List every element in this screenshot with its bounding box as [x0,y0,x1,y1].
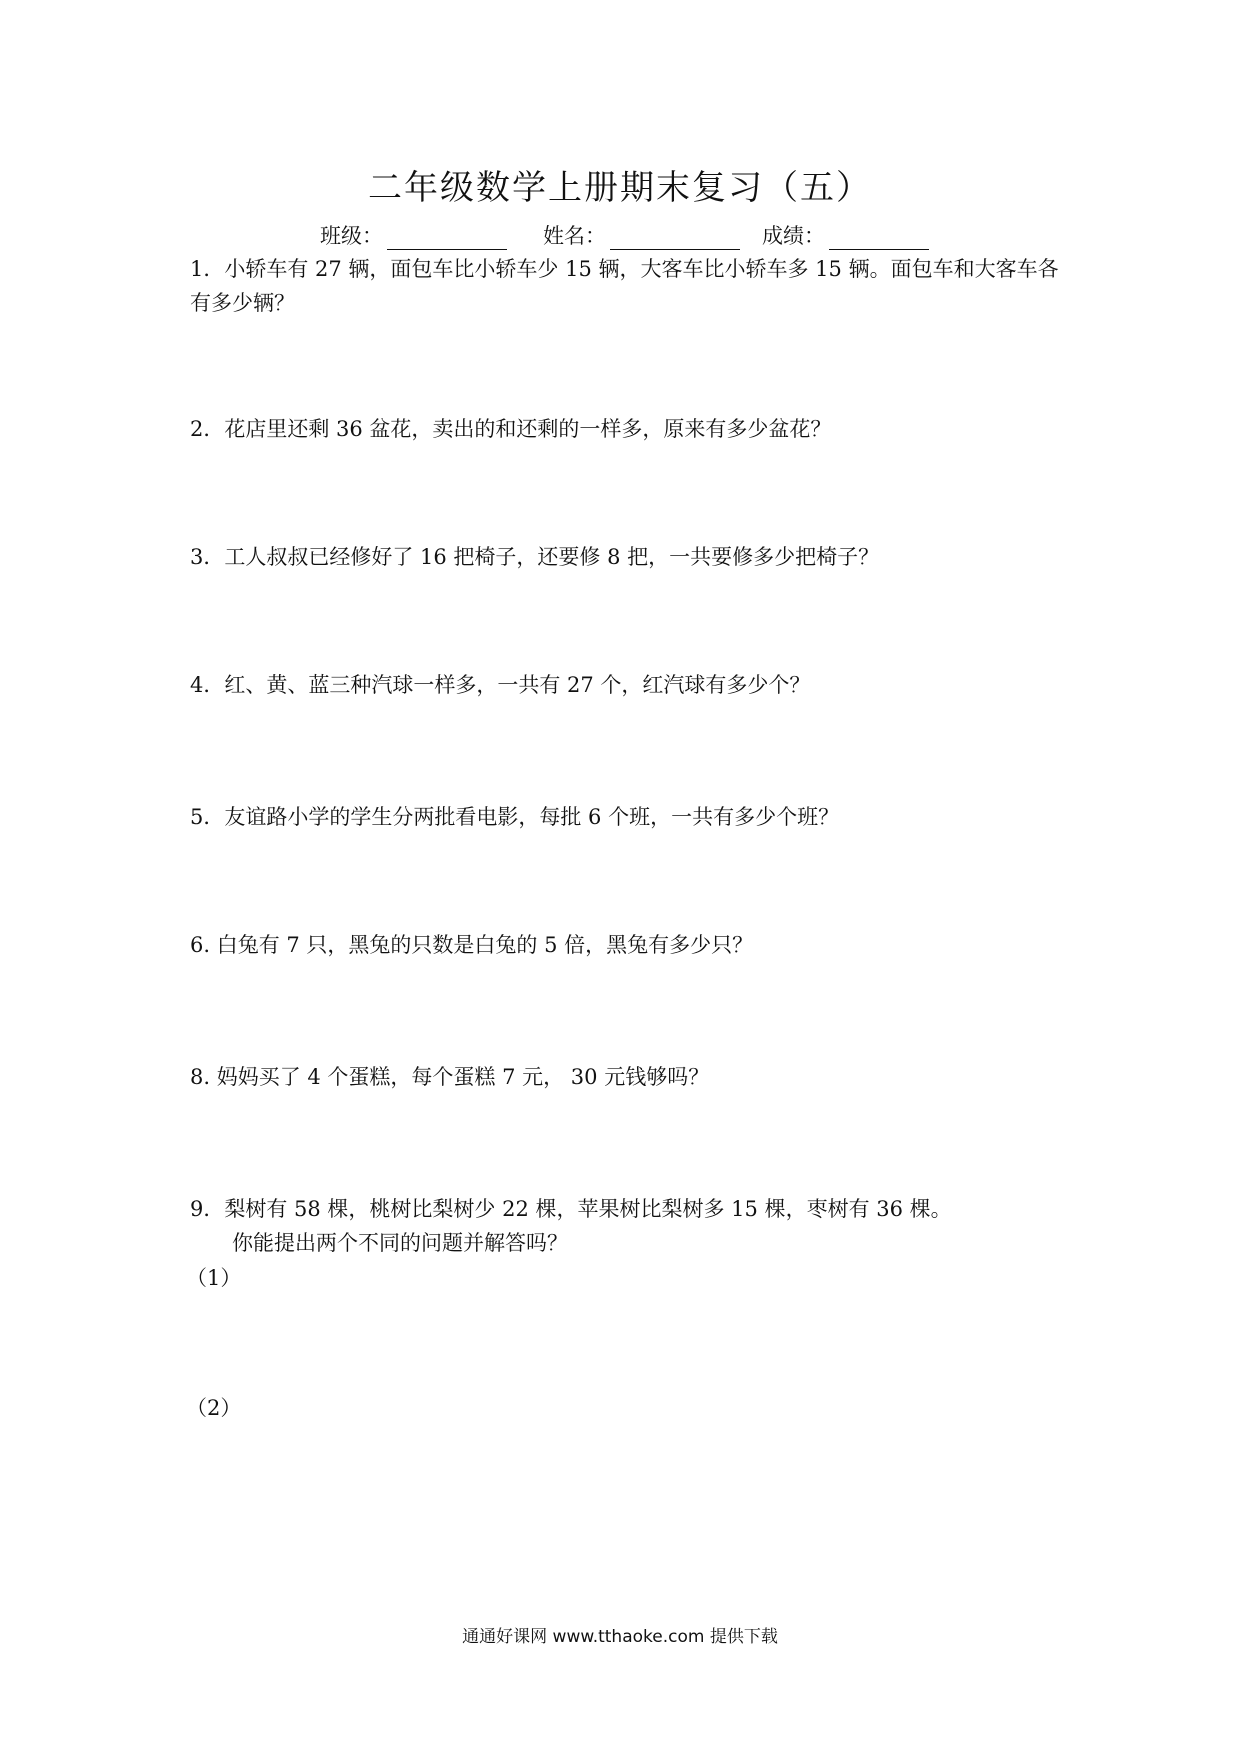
question-2: 2．花店里还剩 36 盆花，卖出的和还剩的一样多，原来有多少盆花？ [190,417,832,441]
class-field [320,220,543,250]
question-6: 6. 白兔有 7 只，黑兔的只数是白兔的 5 倍，黑兔有多少只？ [190,933,754,957]
question-8: 8. 妈妈买了 4 个蛋糕，每个蛋糕 7 元， 30 元钱够吗？ [190,1065,710,1089]
score-field [762,220,929,250]
name-label: 姓名： [543,224,606,248]
question-1: 1．小轿车有 27 辆，面包车比小轿车少 15 辆，大客车比小轿车多 15 辆。面包车和大客车各有多少辆？ [190,257,1059,315]
student-info-row [320,220,929,250]
page-title: 二年级数学上册期末复习（五） [368,168,872,208]
footer-text: 通通好课网 www.tthaoke.com 提供下载 [462,1627,778,1647]
question-9-prompt: 你能提出两个不同的问题并解答吗？ [232,1231,568,1255]
name-blank [610,229,740,250]
question-5: 5．友谊路小学的学生分两批看电影，每批 6 个班，一共有多少个班？ [190,805,840,829]
name-field [543,220,762,250]
class-blank [387,229,507,250]
question-4: 4．红、黄、蓝三种汽球一样多，一共有 27 个，红汽球有多少个？ [190,673,811,697]
score-blank [829,229,929,250]
question-9-text: 9．梨树有 58 棵，桃树比梨树少 22 棵，苹果树比梨树多 15 棵，枣树有 36 棵。 [190,1197,952,1221]
question-9 [190,1192,1070,1260]
score-label: 成绩： [762,224,825,248]
question-9-part-2: （2） [186,1396,242,1420]
question-3: 3．工人叔叔已经修好了 16 把椅子，还要修 8 把，一共要修多少把椅子？ [190,545,880,569]
class-label: 班级： [320,224,383,248]
question-9-part-1: （1） [186,1266,242,1290]
